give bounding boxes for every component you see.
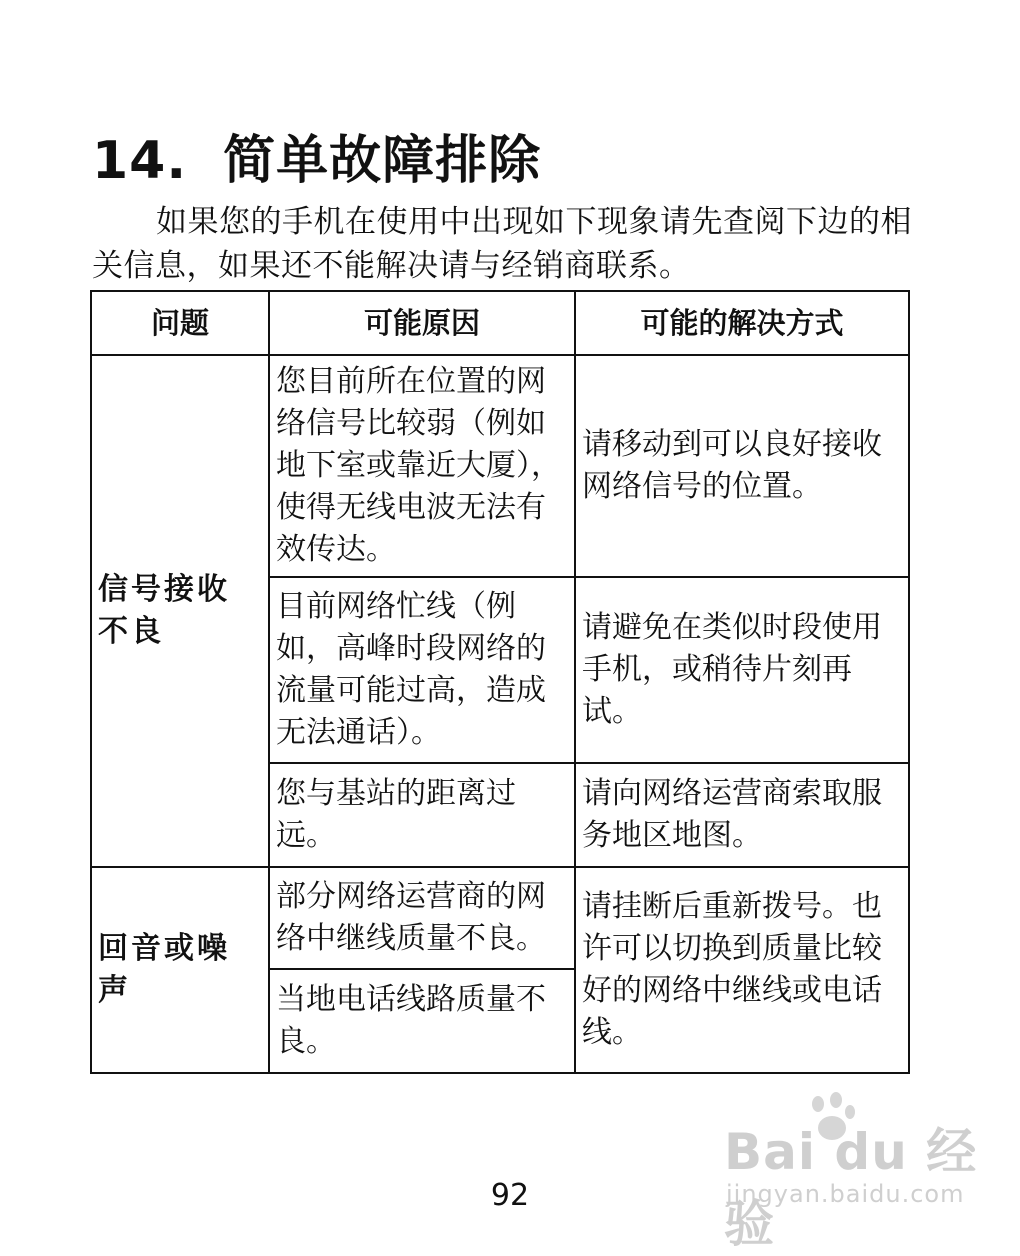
solution-cell: 请挂断后重新拨号。也许可以切换到质量比较好的网络中继线或电话线。 (575, 867, 909, 1073)
section-number: 14. (92, 131, 188, 191)
table-row (91, 867, 909, 969)
table-header-row (91, 291, 909, 355)
page-number: 92 (490, 1178, 530, 1213)
cause-cell: 您与基站的距离过远。 (269, 763, 575, 867)
solution-cell: 请向网络运营商索取服务地区地图。 (575, 763, 909, 867)
cause-cell: 您目前所在位置的网络信号比较弱（例如地下室或靠近大厦），使得无线电波无法有效传达。 (269, 355, 575, 577)
problem-cell: 回音或噪声 (91, 867, 269, 1073)
section-title (92, 118, 541, 193)
troubleshooting-table (90, 290, 910, 1074)
header-cause: 可能原因 (269, 291, 575, 355)
section-title-text: 简单故障排除 (223, 131, 542, 191)
watermark-url: jingyan.baidu.com (726, 1180, 965, 1208)
watermark-logo: Bai du 经验 (724, 1123, 978, 1253)
solution-cell: 请移动到可以良好接收网络信号的位置。 (575, 355, 909, 577)
cause-cell: 部分网络运营商的网络中继线质量不良。 (269, 867, 575, 969)
cause-cell: 目前网络忙线（例如，高峰时段网络的流量可能过高，造成无法通话）。 (269, 577, 575, 763)
header-solution: 可能的解决方式 (575, 291, 909, 355)
solution-cell: 请避免在类似时段使用手机，或稍待片刻再试。 (575, 577, 909, 763)
intro-paragraph: 如果您的手机在使用中出现如下现象请先查阅下边的相关信息，如果还不能解决请与经销商联系。 (92, 204, 912, 284)
table-row (91, 355, 909, 577)
cause-cell: 当地电话线路质量不良。 (269, 969, 575, 1073)
header-problem: 问题 (91, 291, 269, 355)
problem-cell: 信号接收不良 (91, 355, 269, 867)
